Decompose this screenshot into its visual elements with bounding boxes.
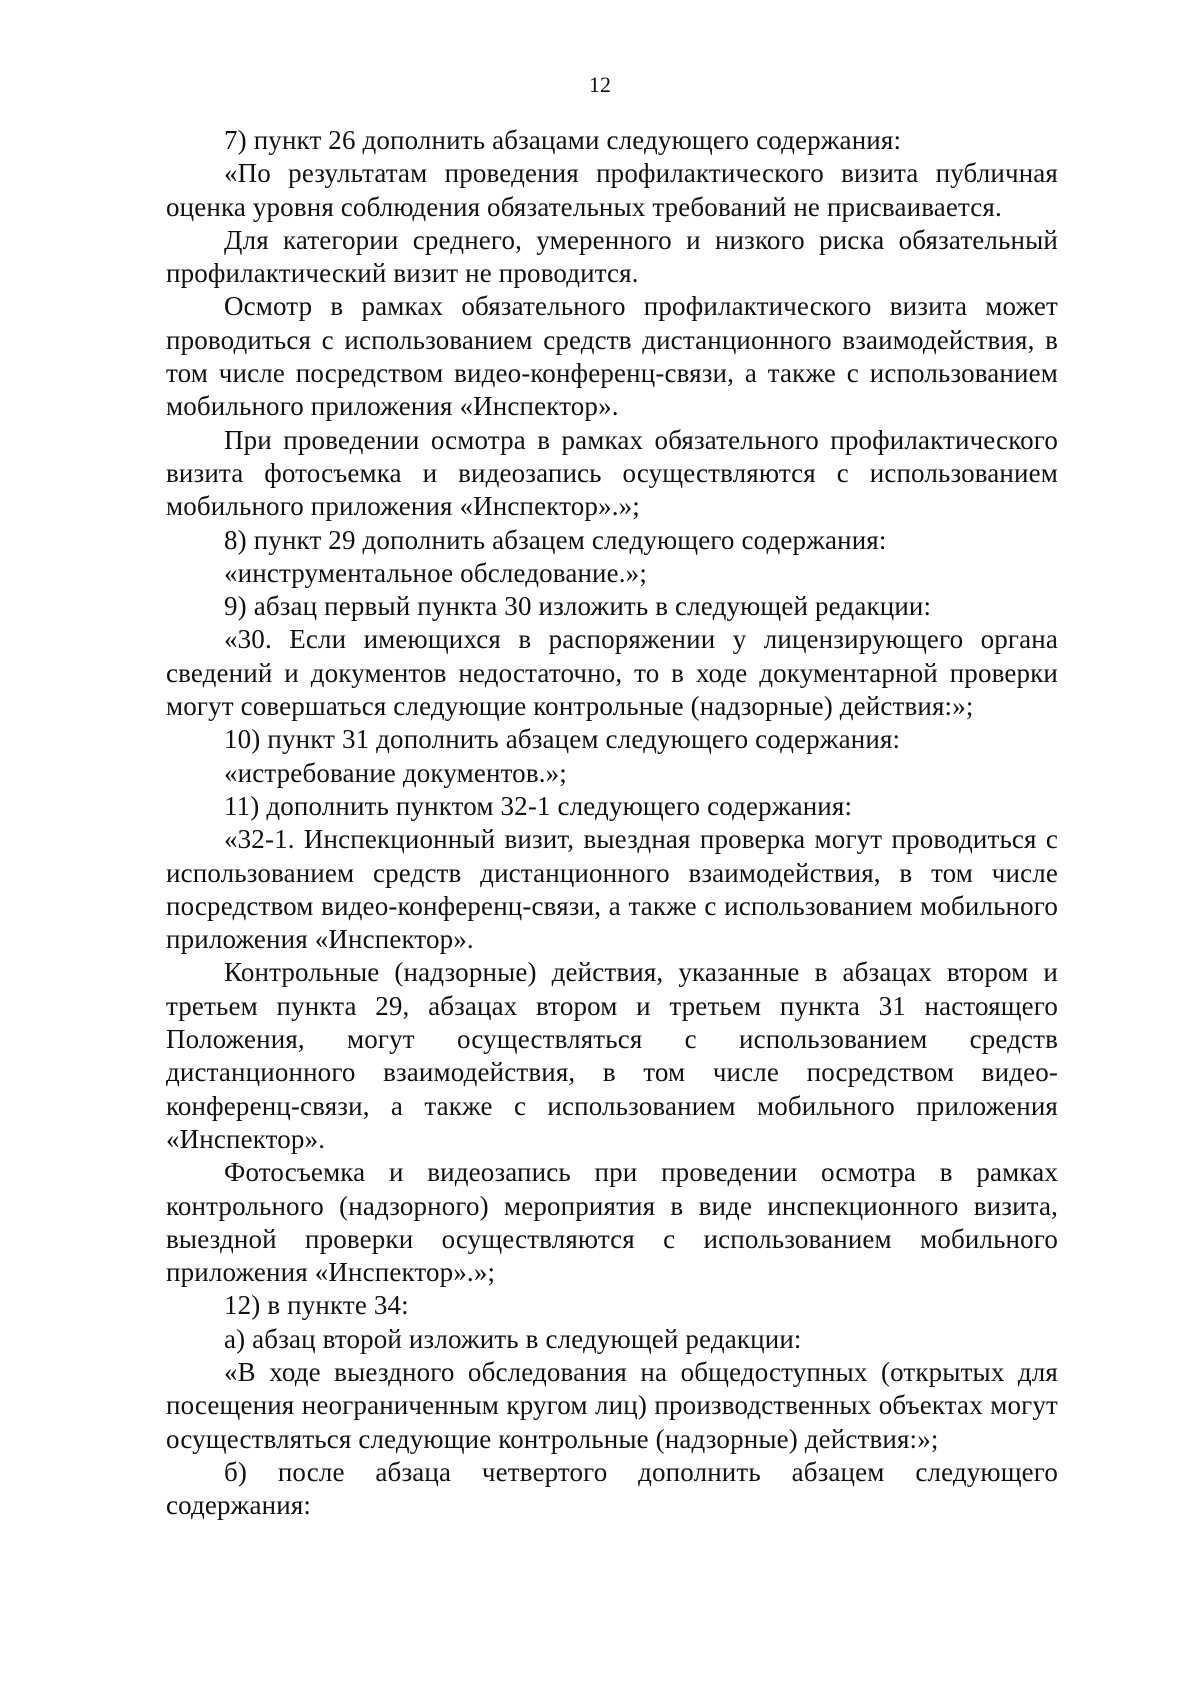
paragraph: Контрольные (надзорные) действия, указанные в абзацах втором и третьем пункта 29, абзацах втором и третьем пункта 31 настоящего Положения, могут осуществляться с использованием средств дистанционного взаимодействия, в том числе посредством видео-конференц-связи, а также с использованием мобильного приложения «Инспектор».	[166, 957, 1058, 1154]
paragraph: 9) абзац первый пункта 30 изложить в следующей редакции:	[224, 591, 932, 622]
paragraph: б) после абзаца четвертого дополнить абзацем следующего содержания:	[166, 1456, 1058, 1521]
paragraph: 11) дополнить пунктом 32-1 следующего содержания:	[224, 790, 853, 821]
page-number: 12	[589, 72, 611, 97]
paragraph: «30. Если имеющихся в распоряжении у лицензирующего органа сведений и документов недостаточно, то в ходе документарной проверки могут совершаться следующие контрольные (надзорные) действия:»;	[166, 624, 1058, 722]
paragraph: а) абзац второй изложить в следующей редакции:	[224, 1323, 802, 1354]
paragraph: При проведении осмотра в рамках обязательного профилактического визита фотосъемка и видеозапись осуществляются с использованием мобильного приложения «Инспектор».»;	[166, 424, 1058, 522]
paragraph: «инструментальное обследование.»;	[224, 557, 647, 588]
paragraph: Осмотр в рамках обязательного профилактического визита может проводиться с использованием средств дистанционного взаимодействия, в том числе посредством видео-конференц-связи, а также с использованием мобильного приложения «Инспектор».	[166, 291, 1058, 422]
paragraph: 12) в пункте 34:	[224, 1290, 409, 1321]
paragraph: 10) пункт 31 дополнить абзацем следующего содержания:	[224, 724, 901, 755]
paragraph: «32-1. Инспекционный визит, выездная проверка могут проводиться с использованием средств дистанционного взаимодействия, в том числе посредством видео-конференц-связи, а также с использованием мобильного приложения «Инспектор».	[166, 824, 1058, 955]
paragraph: 8) пункт 29 дополнить абзацем следующего содержания:	[224, 524, 887, 555]
paragraph: Фотосъемка и видеозапись при проведении осмотра в рамках контрольного (надзорного) мероприятия в виде инспекционного визита, выездной проверки осуществляются с использованием мобильного приложения «Инспектор».»;	[166, 1157, 1058, 1288]
paragraph: «истребование документов.»;	[224, 757, 567, 788]
paragraph: 7) пункт 26 дополнить абзацами следующего содержания:	[224, 125, 902, 155]
paragraph: «В ходе выездного обследования на общедоступных (открытых для посещения неограниченным кругом лиц) производственных объектах могут осуществляться следующие контрольные (надзорные) действия:»;	[166, 1356, 1058, 1454]
document-body	[166, 124, 1058, 1522]
paragraph: Для категории среднего, умеренного и низкого риска обязательный профилактический визит не проводится.	[166, 224, 1058, 289]
paragraph: «По результатам проведения профилактического визита публичная оценка уровня соблюдения обязательных требований не присваивается.	[166, 158, 1058, 222]
